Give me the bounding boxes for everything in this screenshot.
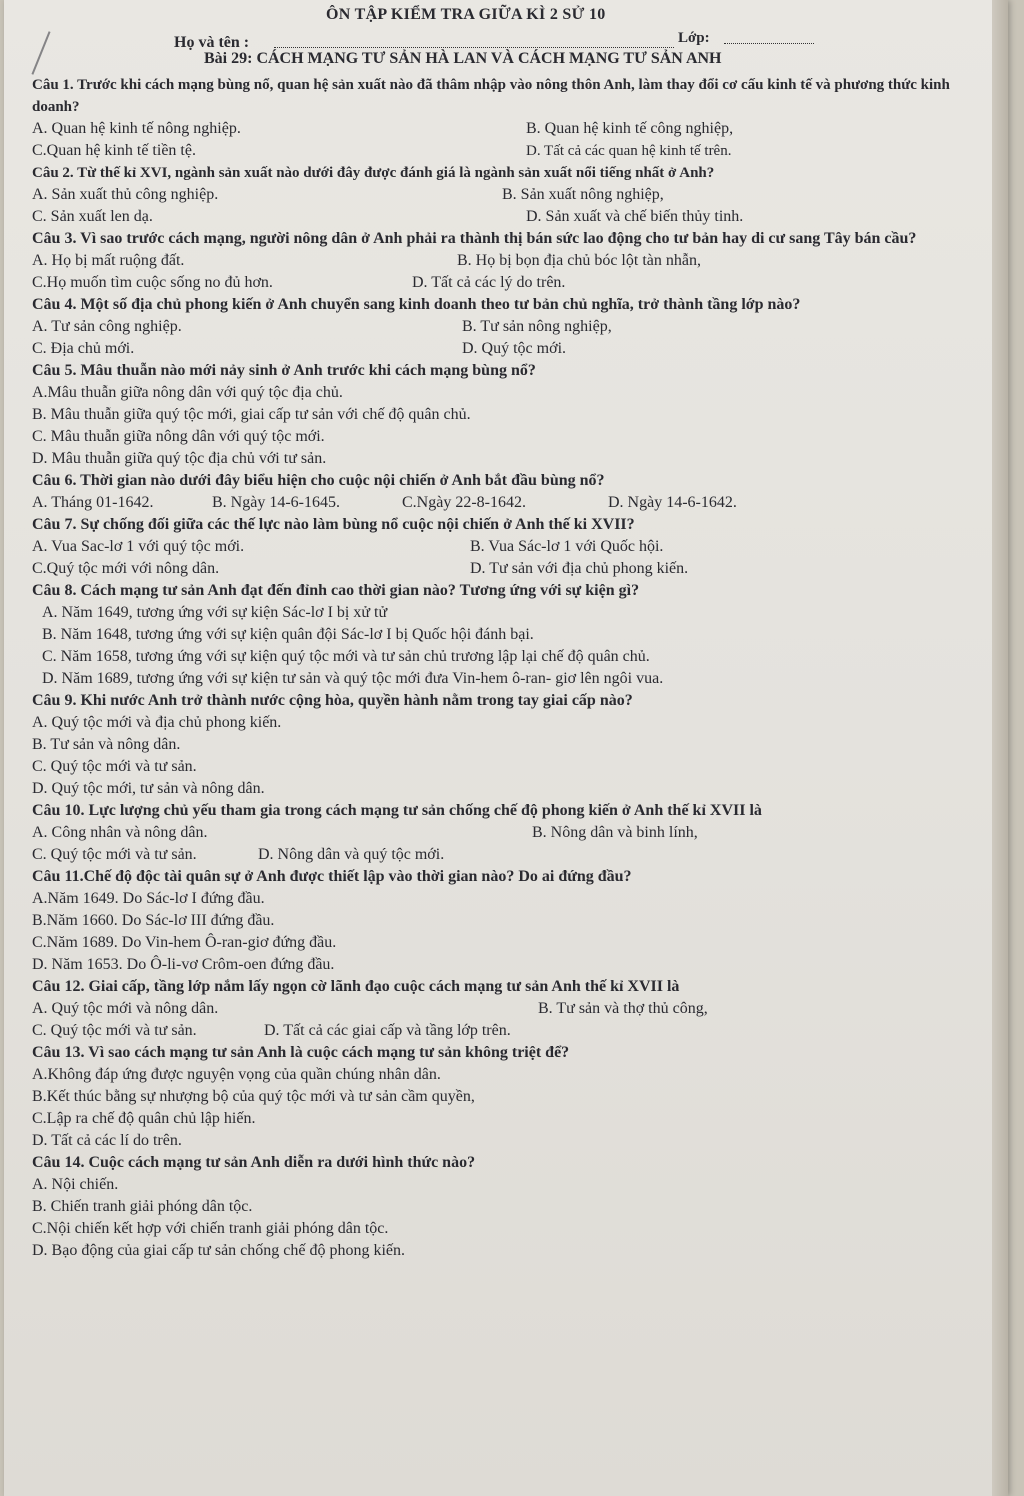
option-d: D. Quý tộc mới. xyxy=(462,340,567,357)
option-d: D. Bạo động của giai cấp tư sản chống chế độ phong kiến. xyxy=(32,1242,406,1259)
option-a: A. Quý tộc mới và nông dân. xyxy=(32,1000,219,1017)
option-d: D. Quý tộc mới, tư sản và nông dân. xyxy=(32,780,265,797)
lesson-title: Bài 29: CÁCH MẠNG TƯ SẢN HÀ LAN VÀ CÁCH MẠNG TƯ SẢN ANH xyxy=(204,50,722,67)
option-d: D. Năm 1653. Do Ô-li-vơ Crôm-oen đứng đầu. xyxy=(32,956,335,973)
option-c: C.Ngày 22-8-1642. xyxy=(402,494,526,511)
question-1 xyxy=(32,74,1000,162)
class-blank xyxy=(724,43,814,44)
option-b: B. Tư sản và nông dân. xyxy=(32,736,181,753)
option-d: D. Tất cả các giai cấp và tầng lớp trên. xyxy=(264,1022,511,1039)
option-b: B. Ngày 14-6-1645. xyxy=(212,494,340,511)
question-text: Câu 6. Thời gian nào dưới đây biểu hiện cho cuộc nội chiến ở Anh bắt đầu bùng nổ? xyxy=(32,472,605,489)
option-a: A. Nội chiến. xyxy=(32,1176,119,1193)
option-d: D. Sản xuất và chế biến thủy tinh. xyxy=(526,208,744,225)
question-13 xyxy=(32,1042,1000,1152)
option-a: A.Mâu thuẫn giữa nông dân với quý tộc địa chủ. xyxy=(32,384,343,401)
option-c: C.Quan hệ kinh tế tiền tệ. xyxy=(32,142,196,159)
option-a: A. Quý tộc mới và địa chủ phong kiến. xyxy=(32,714,282,731)
question-4 xyxy=(32,294,1000,360)
option-c: C. Địa chủ mới. xyxy=(32,340,135,357)
option-a: A.Năm 1649. Do Sác-lơ I đứng đầu. xyxy=(32,890,265,907)
question-2 xyxy=(32,162,1000,228)
name-label: Họ và tên : xyxy=(174,34,250,51)
question-text: Câu 14. Cuộc cách mạng tư sản Anh diễn ra dưới hình thức nào? xyxy=(32,1154,476,1171)
option-a: A. Tư sản công nghiệp. xyxy=(32,318,182,335)
option-c: C.Nội chiến kết hợp với chiến tranh giải phóng dân tộc. xyxy=(32,1220,389,1237)
question-text: Câu 12. Giai cấp, tầng lớp nắm lấy ngọn cờ lãnh đạo cuộc cách mạng tư sản Anh thế kỉ XVII là xyxy=(32,978,680,995)
question-text: Câu 3. Vì sao trước cách mạng, người nông dân ở Anh phải ra thành thị bán sức lao động cho tư bản hay di cư sang Tây bán cầu? xyxy=(32,230,917,247)
option-a: A. Vua Sac-lơ 1 với quý tộc mới. xyxy=(32,538,245,555)
option-d: D. Nông dân và quý tộc mới. xyxy=(258,846,445,863)
option-c: C. Quý tộc mới và tư sản. xyxy=(32,846,197,863)
question-text: Câu 1. Trước khi cách mạng bùng nổ, quan hệ sản xuất nào đã thâm nhập vào nông thôn Anh, làm thay đổi cơ cấu kinh tế và phương thức kinh doanh? xyxy=(32,77,950,115)
option-c: C.Lập ra chế độ quân chủ lập hiến. xyxy=(32,1110,256,1127)
option-c: C.Quý tộc mới với nông dân. xyxy=(32,560,220,577)
option-c: C. Sản xuất len dạ. xyxy=(32,208,153,225)
option-a: A. Họ bị mất ruộng đất. xyxy=(32,252,185,269)
question-list xyxy=(32,74,1000,1262)
option-c: C.Họ muốn tìm cuộc sống no đủ hơn. xyxy=(32,274,273,291)
question-text: Câu 2. Từ thế kỉ XVI, ngành sản xuất nào dưới đây được đánh giá là ngành sản xuất nổi tiếng nhất ở Anh? xyxy=(32,165,715,181)
question-5 xyxy=(32,360,1000,470)
question-8 xyxy=(32,580,1000,690)
name-blank xyxy=(274,47,674,48)
option-c: C.Năm 1689. Do Vin-hem Ô-ran-giơ đứng đầu. xyxy=(32,934,337,951)
option-b: B. Họ bị bọn địa chủ bóc lột tàn nhẫn, xyxy=(457,252,701,269)
question-12 xyxy=(32,976,1000,1042)
option-d: D. Tất cả các lý do trên. xyxy=(412,274,566,291)
option-a: A. Sản xuất thủ công nghiệp. xyxy=(32,186,219,203)
exam-paper xyxy=(4,0,1008,1496)
question-11 xyxy=(32,866,1000,976)
option-c: C. Quý tộc mới và tư sản. xyxy=(32,758,197,775)
option-c: C. Năm 1658, tương ứng với sự kiện quý tộc mới và tư sản chủ trương lập lại chế độ quân chủ. xyxy=(42,648,650,665)
option-b: B. Mâu thuẫn giữa quý tộc mới, giai cấp tư sản với chế độ quân chủ. xyxy=(32,406,471,423)
question-9 xyxy=(32,690,1000,800)
question-text: Câu 11.Chế độ độc tài quân sự ở Anh được thiết lập vào thời gian nào? Do ai đứng đầu? xyxy=(32,868,632,885)
option-b: B. Vua Sác-lơ 1 với Quốc hội. xyxy=(470,538,664,555)
option-c: C. Mâu thuẫn giữa nông dân với quý tộc mới. xyxy=(32,428,325,445)
option-d: D. Tất cả các lí do trên. xyxy=(32,1132,182,1149)
option-b: B. Tư sản và thợ thủ công, xyxy=(538,1000,708,1017)
class-label: Lớp: xyxy=(678,30,710,46)
option-b: B. Chiến tranh giải phóng dân tộc. xyxy=(32,1198,253,1215)
question-text: Câu 9. Khi nước Anh trở thành nước cộng hòa, quyền hành nằm trong tay giai cấp nào? xyxy=(32,692,633,709)
question-text: Câu 10. Lực lượng chủ yếu tham gia trong cách mạng tư sản chống chế độ phong kiến ở Anh thế kỉ XVII là xyxy=(32,802,762,819)
option-c: C. Quý tộc mới và tư sản. xyxy=(32,1022,197,1039)
question-14 xyxy=(32,1152,1000,1262)
question-3 xyxy=(32,228,1000,294)
question-text: Câu 7. Sự chống đối giữa các thế lực nào làm bùng nổ cuộc nội chiến ở Anh thế ki XVII? xyxy=(32,516,635,533)
option-b: B. Năm 1648, tương ứng với sự kiện quân đội Sác-lơ I bị Quốc hội đánh bại. xyxy=(42,626,534,643)
option-a: A. Công nhân và nông dân. xyxy=(32,824,208,841)
option-b: B. Tư sản nông nghiệp, xyxy=(462,318,612,335)
option-d: D. Năm 1689, tương ứng với sự kiện tư sản và quý tộc mới đưa Vin-hem ô-ran- giơ lên ngôi vua. xyxy=(42,670,664,687)
option-d: D. Tất cả các quan hệ kinh tế trên. xyxy=(526,143,732,159)
question-text: Câu 13. Vì sao cách mạng tư sản Anh là cuộc cách mạng tư sản không triệt để? xyxy=(32,1044,570,1061)
option-d: D. Tư sản với địa chủ phong kiến. xyxy=(470,560,689,577)
question-6 xyxy=(32,470,1000,514)
exam-title: ÔN TẬP KIỂM TRA GIỮA KÌ 2 SỬ 10 xyxy=(326,6,606,23)
option-b: B. Nông dân và binh lính, xyxy=(532,824,698,841)
option-d: D. Ngày 14-6-1642. xyxy=(608,494,737,511)
option-d: D. Mâu thuẫn giữa quý tộc địa chủ với tư sản. xyxy=(32,450,327,467)
option-b: B. Sản xuất nông nghiệp, xyxy=(502,186,664,203)
question-10 xyxy=(32,800,1000,866)
question-text: Câu 5. Mâu thuẫn nào mới nảy sinh ở Anh trước khi cách mạng bùng nổ? xyxy=(32,362,536,379)
option-a: A.Không đáp ứng được nguyện vọng của quần chúng nhân dân. xyxy=(32,1066,441,1083)
option-b: B. Quan hệ kinh tế công nghiệp, xyxy=(526,120,734,137)
option-a: A. Quan hệ kinh tế nông nghiệp. xyxy=(32,120,241,137)
option-b: B.Năm 1660. Do Sác-lơ III đứng đầu. xyxy=(32,912,275,929)
question-text: Câu 4. Một số địa chủ phong kiến ở Anh chuyển sang kinh doanh theo tư bản chủ nghĩa, trở thành tầng lớp nào? xyxy=(32,296,801,313)
option-b: B.Kết thúc bằng sự nhượng bộ của quý tộc mới và tư sản cầm quyền, xyxy=(32,1088,475,1105)
option-a: A. Năm 1649, tương ứng với sự kiện Sác-lơ I bị xử tử xyxy=(42,604,388,621)
question-7 xyxy=(32,514,1000,580)
question-text: Câu 8. Cách mạng tư sản Anh đạt đến đỉnh cao thời gian nào? Tương ứng với sự kiện gì? xyxy=(32,582,640,599)
exam-header xyxy=(4,0,1008,70)
option-a: A. Tháng 01-1642. xyxy=(32,494,154,511)
